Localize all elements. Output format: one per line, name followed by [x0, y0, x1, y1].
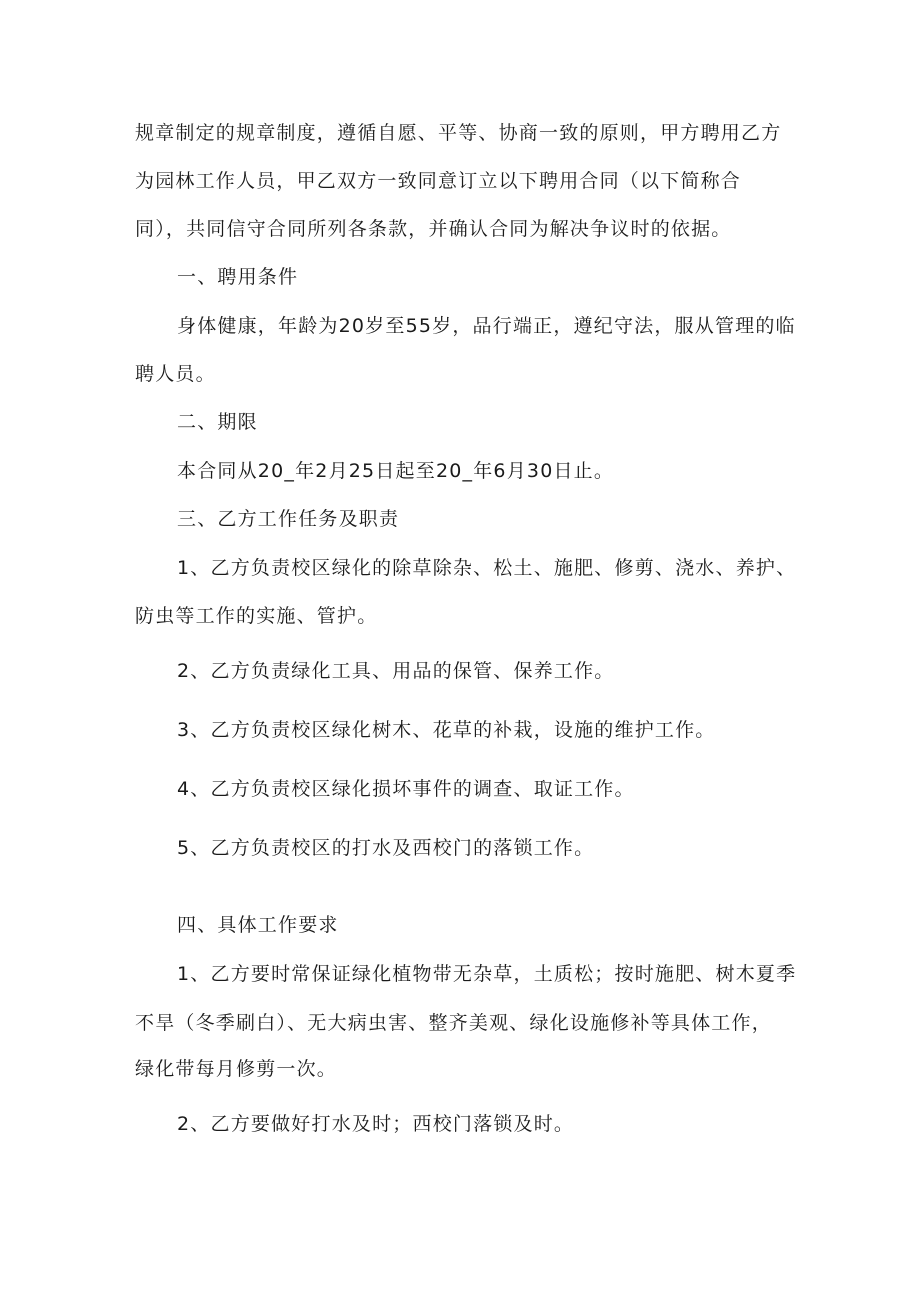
list-item: 2、乙方要做好打水及时；西校门落锁及时。	[177, 1113, 575, 1135]
paragraph-line: 不旱（冬季刷白）、无大病虫害、整齐美观、绿化设施修补等具体工作，	[135, 1012, 772, 1034]
section-heading: 一、聘用条件	[177, 266, 299, 288]
paragraph-line: 规章制定的规章制度，遵循自愿、平等、协商一致的原则，甲方聘用乙方	[135, 122, 782, 144]
paragraph-line: 聘人员。	[135, 363, 216, 385]
list-item: 1、乙方要时常保证绿化植物带无杂草，土质松；按时施肥、树木夏季	[177, 963, 797, 985]
paragraph-line: 绿化带每月修剪一次。	[135, 1058, 338, 1080]
section-heading: 四、具体工作要求	[177, 914, 339, 936]
paragraph-line: 同），共同信守合同所列各条款，并确认合同为解决争议时的依据。	[135, 218, 732, 240]
list-item: 3、乙方负责校区绿化树木、花草的补栽，设施的维护工作。	[177, 719, 716, 741]
section-heading: 三、乙方工作任务及职责	[177, 508, 400, 530]
paragraph-line: 本合同从20_年2月25日起至20_年6月30日止。	[177, 460, 615, 482]
list-item: 2、乙方负责绿化工具、用品的保管、保养工作。	[177, 660, 615, 682]
paragraph-line: 身体健康，年龄为20岁至55岁，品行端正，遵纪守法，服从管理的临	[177, 315, 796, 337]
paragraph-line: 防虫等工作的实施、管护。	[135, 605, 378, 627]
section-heading: 二、期限	[177, 411, 258, 433]
list-item: 1、乙方负责校区绿化的除草除杂、松土、施肥、修剪、浇水、养护、	[177, 557, 797, 579]
list-item: 5、乙方负责校区的打水及西校门的落锁工作。	[177, 837, 595, 859]
list-item: 4、乙方负责校区绿化损坏事件的调查、取证工作。	[177, 778, 635, 800]
paragraph-line: 为园林工作人员，甲乙双方一致同意订立以下聘用合同（以下简称合	[135, 170, 742, 192]
